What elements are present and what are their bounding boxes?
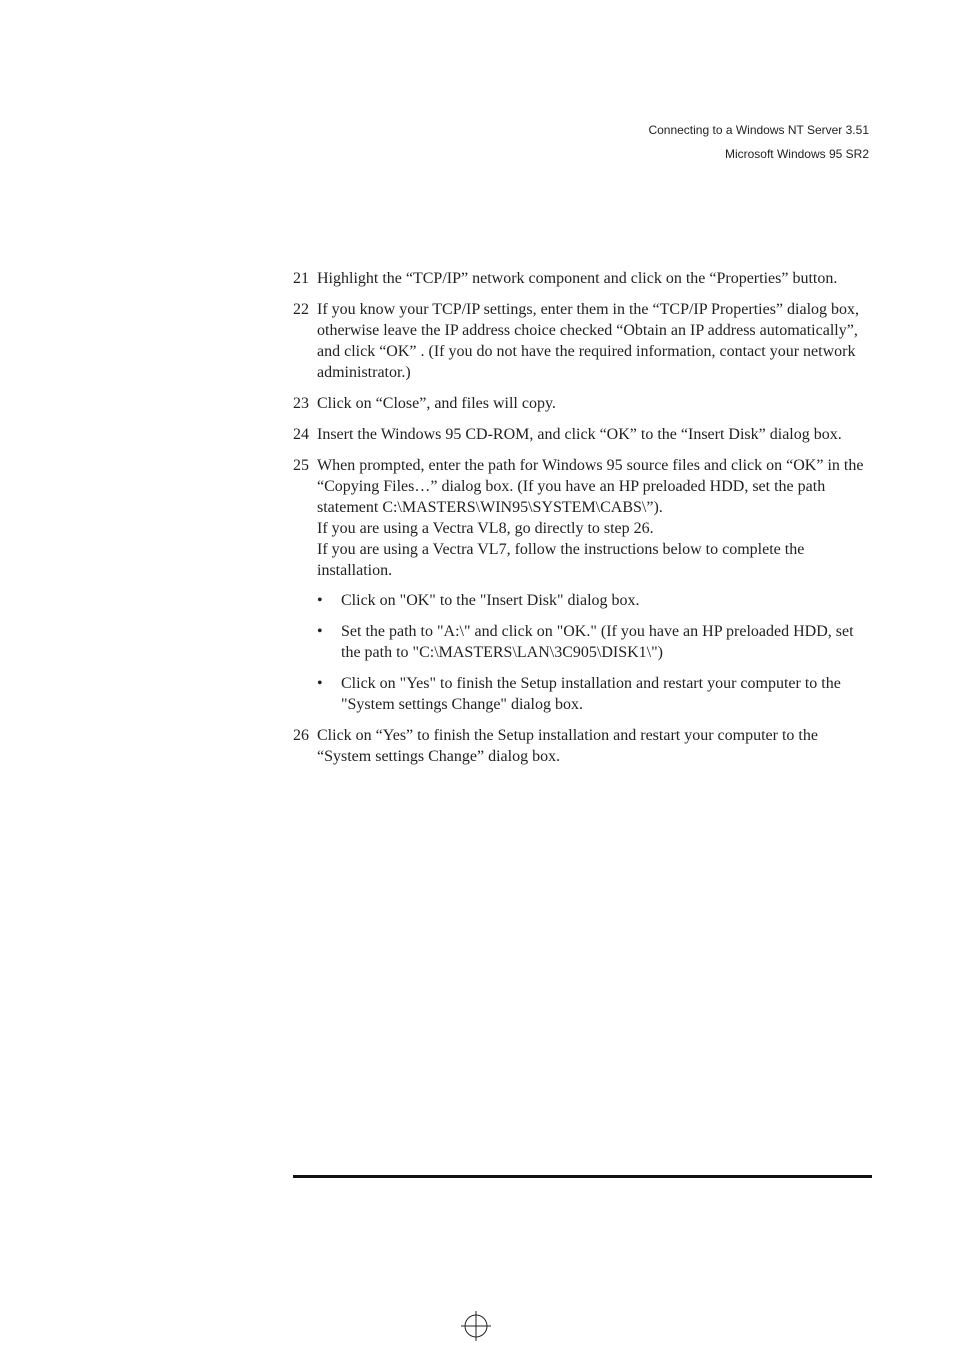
step — [293, 424, 873, 445]
bullet-text: Click on "OK" to the "Insert Disk" dialog box. — [341, 592, 640, 609]
step-text: If you know your TCP/IP settings, enter them in the “TCP/IP Properties” dialog box, otherwise leave the IP address choice checked “Obtain an IP address automatically”, and click “OK” . (If you do not have the required information, contact your network administrator.) — [317, 301, 860, 381]
step — [293, 268, 873, 289]
step — [293, 725, 873, 767]
list-item — [317, 621, 873, 663]
bullet-text: Set the path to "A:\" and click on "OK." (If you have an HP preloaded HDD, set the path to "C:\MASTERS\LAN\3C905\DISK1\") — [341, 623, 854, 661]
footer-rule — [293, 1175, 872, 1178]
bullet-glyph: • — [317, 623, 323, 640]
step-number: 26 — [293, 727, 309, 744]
step-number: 25 — [293, 457, 309, 474]
step-text: If you are using a Vectra VL7, follow the instructions below to complete the installation. — [317, 541, 805, 579]
step-text: Insert the Windows 95 CD-ROM, and click “OK” to the “Insert Disk” dialog box. — [317, 426, 842, 443]
step — [293, 393, 873, 414]
step-text: Click on “Yes” to finish the Setup installation and restart your computer to the “System settings Change” dialog box. — [317, 727, 818, 765]
step-number: 22 — [293, 301, 309, 318]
bullet-text: Click on "Yes" to finish the Setup installation and restart your computer to the "System settings Change" dialog box. — [341, 675, 841, 713]
step-number: 23 — [293, 395, 309, 412]
step-text: Click on “Close”, and files will copy. — [317, 395, 556, 412]
step-number: 24 — [293, 426, 309, 443]
list-item — [317, 673, 873, 715]
header-subtitle: Microsoft Windows 95 SR2 — [724, 147, 869, 161]
step-number: 21 — [293, 270, 309, 287]
step-text: When prompted, enter the path for Windows 95 source files and click on “OK” in the “Copying Files…” dialog box. (If you have an HP preloaded HDD, set the path statement C:\MASTERS\WIN95\SYSTEM\CABS\”). — [317, 457, 864, 516]
step — [293, 299, 873, 383]
step — [293, 455, 873, 715]
list-item — [317, 590, 873, 611]
registration-mark-icon — [461, 1311, 491, 1341]
bullet-glyph: • — [317, 675, 323, 692]
step-text: If you are using a Vectra VL8, go directly to step 26. — [317, 520, 654, 537]
instruction-steps — [293, 268, 873, 777]
bullet-glyph: • — [317, 592, 323, 609]
bullet-list — [317, 590, 873, 715]
step-text: Highlight the “TCP/IP” network component and click on the “Properties” button. — [317, 270, 838, 287]
header-title: Connecting to a Windows NT Server 3.51 — [648, 123, 869, 137]
running-header — [648, 118, 869, 166]
